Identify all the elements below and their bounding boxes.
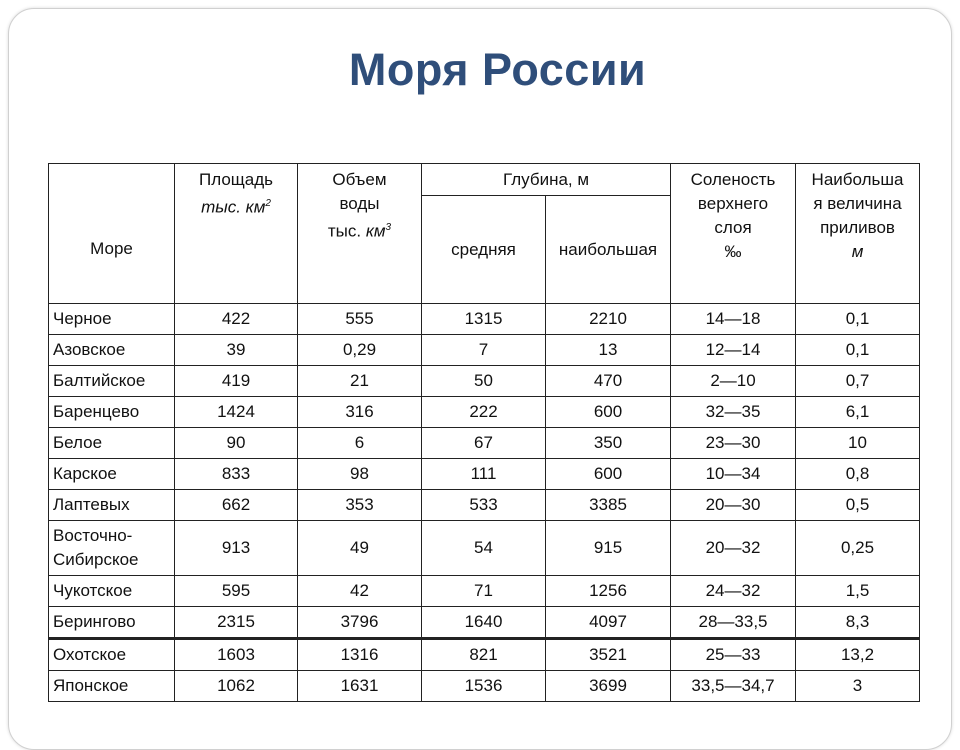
tide-cell: 13,2 (796, 639, 920, 671)
header-depth: Глубина, м (422, 164, 671, 196)
area-cell: 39 (175, 335, 298, 366)
table-row (49, 490, 920, 521)
tide-cell: 0,5 (796, 490, 920, 521)
tide-cell: 0,1 (796, 304, 920, 335)
volume-cell: 1631 (298, 671, 422, 702)
area-cell: 419 (175, 366, 298, 397)
volume-cell: 316 (298, 397, 422, 428)
sea-name: Берингово (49, 607, 175, 639)
sea-name: Азовское (49, 335, 175, 366)
volume-cell: 555 (298, 304, 422, 335)
area-cell: 422 (175, 304, 298, 335)
depth-avg-cell: 222 (422, 397, 546, 428)
header-area: Площадь тыс. $км^2$ (175, 164, 298, 304)
tide-cell: 1,5 (796, 576, 920, 607)
depth-max-cell: 1256 (546, 576, 671, 607)
sea-name: Лаптевых (49, 490, 175, 521)
tide-cell: 8,3 (796, 607, 920, 639)
depth-avg-cell: 821 (422, 639, 546, 671)
salinity-cell: 23—30 (671, 428, 796, 459)
depth-avg-cell: 7 (422, 335, 546, 366)
tide-cell: 0,1 (796, 335, 920, 366)
volume-cell: 49 (298, 521, 422, 576)
volume-cell: 98 (298, 459, 422, 490)
volume-cell: 0,29 (298, 335, 422, 366)
depth-max-cell: 3521 (546, 639, 671, 671)
depth-avg-cell: 1640 (422, 607, 546, 639)
volume-cell: 353 (298, 490, 422, 521)
depth-max-cell: 600 (546, 459, 671, 490)
volume-cell: 42 (298, 576, 422, 607)
area-cell: 595 (175, 576, 298, 607)
table-row (49, 366, 920, 397)
table-row (49, 397, 920, 428)
tide-cell: 0,25 (796, 521, 920, 576)
depth-avg-cell: 111 (422, 459, 546, 490)
volume-cell: 3796 (298, 607, 422, 639)
area-cell: 1424 (175, 397, 298, 428)
seas-table (48, 163, 920, 702)
table-row (49, 304, 920, 335)
header-sea: Море (49, 164, 175, 304)
header-tide: Наибольша я величина приливов м (796, 164, 920, 304)
salinity-cell: 12—14 (671, 335, 796, 366)
area-cell: 1062 (175, 671, 298, 702)
depth-avg-cell: 1315 (422, 304, 546, 335)
area-cell: 662 (175, 490, 298, 521)
salinity-cell: 33,5—34,7 (671, 671, 796, 702)
depth-max-cell: 4097 (546, 607, 671, 639)
sea-name: Белое (49, 428, 175, 459)
sea-name: Охотское (49, 639, 175, 671)
area-cell: 2315 (175, 607, 298, 639)
volume-cell: 6 (298, 428, 422, 459)
volume-cell: 21 (298, 366, 422, 397)
table-row (49, 607, 920, 639)
depth-max-cell: 915 (546, 521, 671, 576)
sea-name: Балтийское (49, 366, 175, 397)
salinity-cell: 32—35 (671, 397, 796, 428)
sea-name: Восточно- Сибирское (49, 521, 175, 576)
table-row (49, 335, 920, 366)
salinity-cell: 28—33,5 (671, 607, 796, 639)
salinity-cell: 25—33 (671, 639, 796, 671)
tide-cell: 3 (796, 671, 920, 702)
table-row (49, 671, 920, 702)
salinity-cell: 10—34 (671, 459, 796, 490)
header-salinity: Соленость верхнего слоя ‰ (671, 164, 796, 304)
header-depth-max: наибольшая (546, 196, 671, 304)
tide-cell: 6,1 (796, 397, 920, 428)
table-row (49, 576, 920, 607)
tide-cell: 10 (796, 428, 920, 459)
sea-name: Чукотское (49, 576, 175, 607)
table-row (49, 428, 920, 459)
depth-max-cell: 600 (546, 397, 671, 428)
sea-name: Карское (49, 459, 175, 490)
salinity-cell: 14—18 (671, 304, 796, 335)
header-volume: Объем воды тыс. $км^3$ (298, 164, 422, 304)
depth-avg-cell: 533 (422, 490, 546, 521)
depth-max-cell: 13 (546, 335, 671, 366)
sea-name: Японское (49, 671, 175, 702)
depth-max-cell: 2210 (546, 304, 671, 335)
sea-name: Черное (49, 304, 175, 335)
depth-max-cell: 3699 (546, 671, 671, 702)
depth-avg-cell: 1536 (422, 671, 546, 702)
depth-avg-cell: 71 (422, 576, 546, 607)
slide-title: Моря России (348, 44, 647, 95)
area-cell: 1603 (175, 639, 298, 671)
depth-max-cell: 350 (546, 428, 671, 459)
salinity-cell: 20—30 (671, 490, 796, 521)
area-cell: 90 (175, 428, 298, 459)
salinity-cell: 24—32 (671, 576, 796, 607)
depth-max-cell: 3385 (546, 490, 671, 521)
area-cell: 913 (175, 521, 298, 576)
tide-cell: 0,8 (796, 459, 920, 490)
table-row (49, 459, 920, 490)
depth-avg-cell: 50 (422, 366, 546, 397)
volume-cell: 1316 (298, 639, 422, 671)
table-row (49, 639, 920, 671)
salinity-cell: 2—10 (671, 366, 796, 397)
area-cell: 833 (175, 459, 298, 490)
depth-max-cell: 470 (546, 366, 671, 397)
salinity-cell: 20—32 (671, 521, 796, 576)
depth-avg-cell: 67 (422, 428, 546, 459)
header-depth-avg: средняя (422, 196, 546, 304)
sea-name: Баренцево (49, 397, 175, 428)
table-row (49, 521, 920, 576)
depth-avg-cell: 54 (422, 521, 546, 576)
tide-cell: 0,7 (796, 366, 920, 397)
